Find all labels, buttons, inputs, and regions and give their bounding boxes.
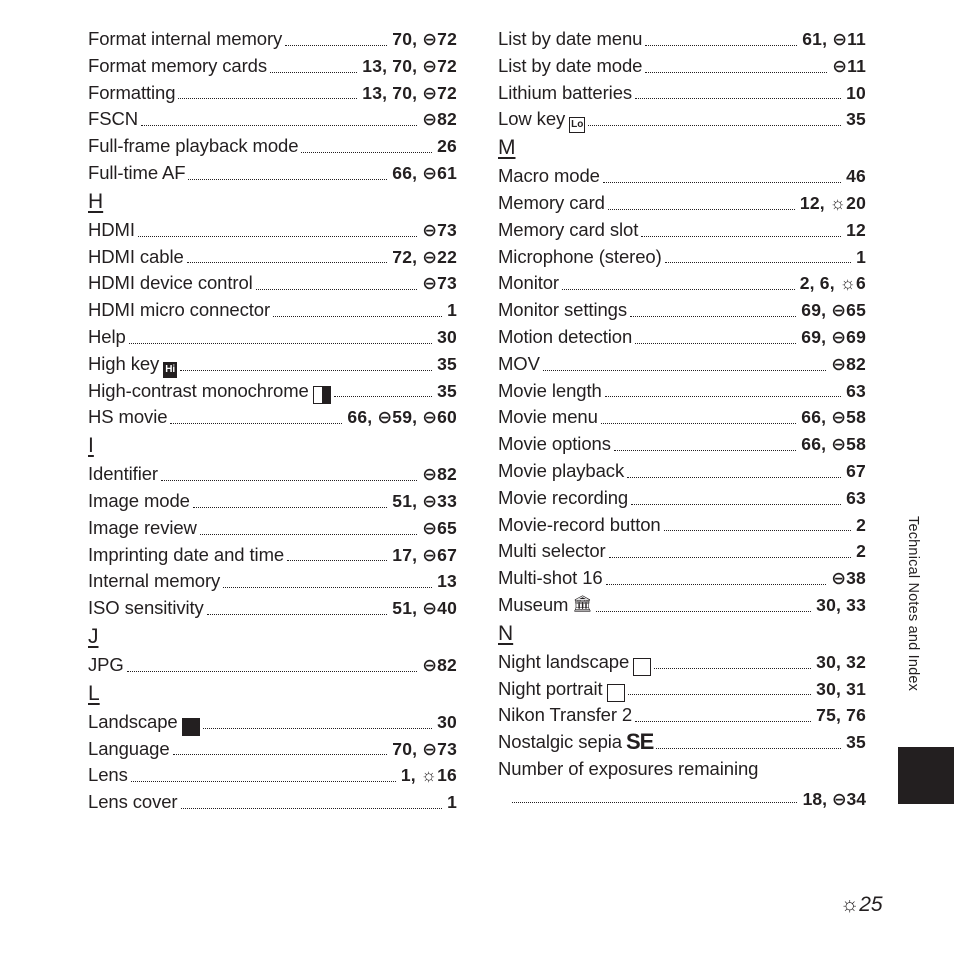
entry-pages: 12 [846,219,866,240]
dot-leader [603,181,841,183]
entry-term: Full-frame playback mode [88,135,299,157]
entry-pages: 46 [846,166,866,187]
nostalgic-sepia-icon: SE [625,729,654,755]
entry-pages: 72, ⊖22 [392,246,457,267]
index-entry [498,649,866,676]
entry-pages: 1, ☼16 [400,765,457,786]
index-entry [498,217,866,244]
dot-leader [628,693,812,695]
index-entry [88,106,457,133]
entry-term: HDMI cable [88,245,184,267]
index-entry [88,652,457,679]
index-entry [498,270,866,297]
page-number: ☼25 [840,893,883,916]
dot-leader [605,395,841,397]
index-entry [88,515,457,542]
entry-term: List by date mode [498,54,643,76]
dot-leader [608,208,795,210]
index-entry [498,702,866,729]
dot-leader [630,315,796,317]
entry-term: Night portrait [498,677,603,699]
index-entry [498,538,866,565]
entry-pages: 75, 76 [816,705,866,726]
entry-pages: 30, 32 [816,651,866,672]
dot-leader [562,288,795,290]
dot-leader [127,670,418,672]
entry-term: Lens cover [88,791,178,813]
dot-leader [181,807,443,809]
entry-pages: 26 [437,136,457,157]
entry-pages: ⊖73 [422,273,457,294]
entry-pages: 51, ⊖40 [392,598,457,619]
dot-leader [627,476,841,478]
entry-pages: ⊖82 [422,109,457,130]
entry-term: Image mode [88,489,190,511]
dot-leader [270,71,357,73]
entry-pages: 67 [846,460,866,481]
dot-leader [273,315,442,317]
dot-leader [193,506,387,508]
index-entry [498,106,866,133]
entry-term: Monitor [498,272,559,294]
entry-term: Motion detection [498,325,633,347]
entry-term: HDMI micro connector [88,299,271,321]
entry-term: HDMI device control [88,272,253,294]
entry-pages: 30 [437,326,457,347]
index-entry [498,485,866,512]
entry-term: Imprinting date and time [88,543,285,565]
index-entry-continuation [498,783,866,810]
entry-pages: 1 [447,792,457,813]
entry-term: Multi selector [498,540,606,562]
dot-leader [200,533,417,535]
entry-term: Language [88,737,170,759]
entry-term: Help [88,325,126,347]
dot-leader [606,583,827,585]
index-entry [498,729,866,756]
index-entry [88,297,457,324]
entry-pages: 2 [856,541,866,562]
index-entry [498,756,866,783]
section-tab-marker [898,747,954,804]
entry-term: Lithium batteries [498,81,633,103]
entry-pages: 63 [846,487,866,508]
dot-leader [170,422,342,424]
entry-pages: 2 [856,514,866,535]
entry-pages: 1 [447,300,457,321]
dot-leader [635,342,796,344]
index-entry [88,26,457,53]
index-entry [498,190,866,217]
entry-pages: 13 [437,571,457,592]
entry-term: Formatting [88,81,176,103]
dot-leader [635,720,811,722]
dot-leader [588,124,841,126]
entry-pages: 63 [846,380,866,401]
entry-term: Lens [88,764,128,786]
entry-term: High-contrast monochrome [88,379,309,401]
index-entry [88,595,457,622]
dot-leader [173,753,388,755]
index-entry [498,53,866,80]
entry-pages: 35 [846,732,866,753]
dot-leader [601,422,797,424]
entry-pages: ⊖11 [832,55,866,76]
dot-leader [656,747,841,749]
index-entry [88,736,457,763]
index-entry [498,351,866,378]
dot-leader [187,261,388,263]
index-entry [498,26,866,53]
entry-term: Image review [88,516,197,538]
entry-pages: ⊖38 [831,568,866,589]
entry-term: ISO sensitivity [88,597,204,619]
high-key-icon: Hi [163,362,177,378]
index-entry [88,789,457,816]
entry-pages: 13, 70, ⊖72 [362,82,457,103]
entry-pages: 13, 70, ⊖72 [362,55,457,76]
dot-leader [178,97,357,99]
entry-term: Format memory cards [88,54,268,76]
dot-leader [287,559,387,561]
dot-leader [285,44,387,46]
index-entry [498,592,866,619]
night-landscape-icon [633,658,651,676]
entry-term: Monitor settings [498,299,627,321]
entry-term: JPG [88,653,124,675]
index-entry [88,404,457,431]
index-entry [88,270,457,297]
index-entry [88,568,457,595]
dot-leader [129,342,432,344]
high-contrast-monochrome-icon [313,386,331,404]
entry-pages: ⊖82 [422,464,457,485]
dot-leader [645,44,797,46]
dot-leader [161,479,417,481]
index-entry [498,431,866,458]
entry-pages: 61, ⊖11 [802,29,866,49]
dot-leader [665,261,851,263]
dot-leader [596,610,811,612]
dot-leader [180,369,432,371]
dot-leader [654,667,811,669]
index-column-left [88,26,457,816]
entry-term: Multi-shot 16 [498,567,603,589]
entry-term: Movie playback [498,459,625,481]
section-letter-j: J [88,624,99,648]
entry-term: Format internal memory [88,28,283,49]
museum-icon: 🏛 [572,595,593,613]
entry-term: Nostalgic sepia [498,731,622,753]
dot-leader [645,71,827,73]
index-entry [88,80,457,107]
index-entry [498,244,866,271]
entry-pages: ⊖65 [422,517,457,538]
entry-term: Low key [498,108,566,130]
index-entry [88,378,457,405]
entry-term: HS movie [88,406,168,428]
index-entry [498,404,866,431]
dot-leader [631,503,841,505]
index-entry [88,351,457,378]
dot-leader [301,151,432,153]
dot-leader [641,235,841,237]
index-entry [498,676,866,703]
entry-pages: ⊖73 [422,219,457,240]
entry-term: Movie recording [498,486,629,508]
entry-pages: 1 [856,246,866,267]
dot-leader [614,449,796,451]
entry-term: List by date menu [498,28,643,49]
index-entry [88,762,457,789]
dot-leader [256,288,418,290]
entry-term: MOV [498,352,540,374]
entry-pages: 66, ⊖58 [801,434,866,455]
entry-pages: 66, ⊖59, ⊖60 [347,407,457,428]
section-tab-label: Technical Notes and Index [905,516,921,692]
entry-pages: 30 [437,711,457,732]
entry-term: Movie options [498,433,611,455]
entry-pages: 70, ⊖73 [392,738,457,759]
entry-pages: 70, ⊖72 [392,29,457,49]
index-entry [498,378,866,405]
dot-leader [223,586,432,588]
index-entry [88,488,457,515]
index-entry [498,163,866,190]
entry-term: Landscape [88,710,178,732]
dot-leader [188,178,387,180]
dot-leader [334,395,432,397]
entry-term: Identifier [88,463,158,485]
night-portrait-icon [607,684,625,702]
entry-pages: 69, ⊖69 [801,326,866,347]
index-entry [88,160,457,187]
entry-term: FSCN [88,108,138,130]
entry-pages: 69, ⊖65 [801,300,866,321]
section-letter-i: I [88,434,94,458]
entry-term: Internal memory [88,570,221,592]
dot-leader [203,727,433,729]
index-entry [88,133,457,160]
entry-term: High key [88,352,160,374]
landscape-icon [182,718,200,736]
entry-pages: ⊖82 [422,654,457,675]
entry-pages: 35 [846,109,866,130]
index-entry [88,709,457,736]
dot-leader [635,97,841,99]
dot-leader [207,613,388,615]
entry-term: Microphone (stereo) [498,245,662,267]
entry-pages: 35 [437,353,457,374]
entry-pages: 35 [437,380,457,401]
entry-pages: 10 [846,82,866,103]
index-entry [498,512,866,539]
index-entry [88,461,457,488]
entry-pages: 30, 33 [816,594,866,615]
dot-leader [141,124,417,126]
index-entry [88,542,457,569]
dot-leader [512,801,797,803]
entry-term: Movie-record button [498,513,661,535]
entry-pages: 2, 6, ☼6 [799,273,866,294]
section-letter-m: M [498,136,516,160]
index-entry [498,297,866,324]
dot-leader [664,529,851,531]
dot-leader [138,235,417,237]
entry-term: Movie menu [498,406,598,428]
dot-leader [131,780,396,782]
low-key-icon: Lo [569,117,585,133]
entry-pages: 66, ⊖61 [392,162,457,183]
entry-term: Full-time AF [88,161,186,183]
index-column-right [498,26,866,810]
entry-pages: 18, ⊖34 [802,788,866,809]
entry-term: Number of exposures remaining [498,757,759,779]
entry-term: Macro mode [498,165,600,187]
index-entry [498,324,866,351]
index-entry [498,80,866,107]
entry-term: Memory card [498,191,605,213]
entry-term: Night landscape [498,650,630,672]
entry-term: Museum [498,593,569,615]
index-entry [88,244,457,271]
entry-term: Nikon Transfer 2 [498,704,633,726]
entry-pages: 12, ☼20 [799,192,866,213]
section-letter-h: H [88,189,104,213]
entry-term: Memory card slot [498,218,639,240]
entry-term: Movie length [498,379,602,401]
entry-pages: 30, 31 [816,678,866,699]
index-entry [88,217,457,244]
index-entry [88,324,457,351]
entry-pages: ⊖82 [831,353,866,374]
index-entry [88,53,457,80]
index-entry [498,458,866,485]
entry-pages: 66, ⊖58 [801,407,866,428]
dot-leader [609,556,851,558]
entry-pages: 51, ⊖33 [392,490,457,511]
entry-term: HDMI [88,218,135,240]
entry-pages: 17, ⊖67 [392,544,457,565]
section-letter-l: L [88,681,100,705]
index-entry [498,565,866,592]
section-letter-n: N [498,621,514,645]
dot-leader [543,369,826,371]
